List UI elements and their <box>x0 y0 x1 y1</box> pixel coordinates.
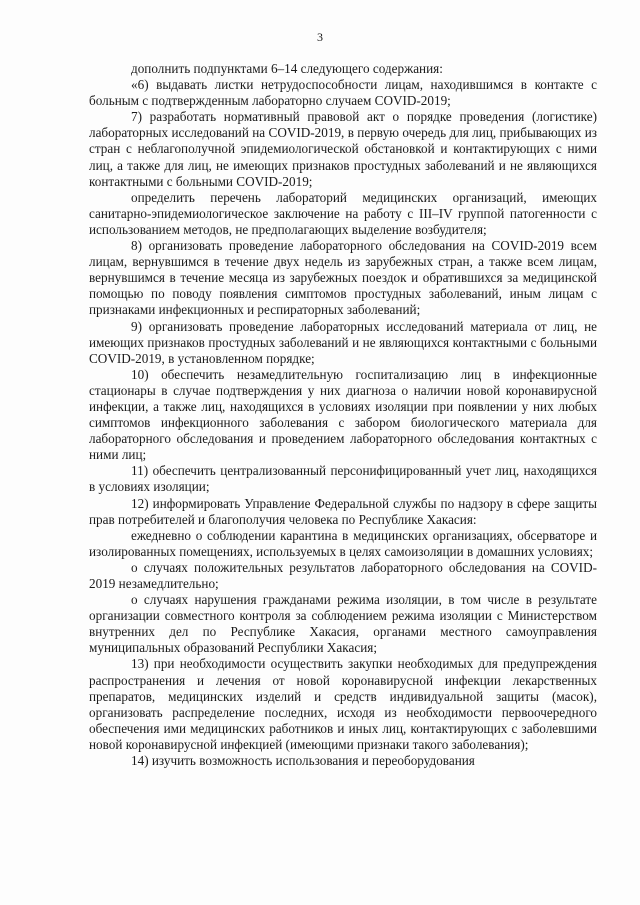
paragraph-item-9: 9) организовать проведение лабораторных исследований материала от лиц, не имеющих признаков простудных заболеваний и не являющихся контактными с больными COVID-2019, в установленном порядке; <box>89 318 597 366</box>
paragraph-item-12: 12) информировать Управление Федеральной службы по надзору в сфере защиты прав потребителей и благополучия человека по Республике Хакасия: <box>89 495 597 527</box>
page-number: 3 <box>317 30 323 44</box>
paragraph-item-11: 11) обеспечить централизованный персонифицированный учет лиц, находящихся в условиях изоляции; <box>89 463 597 495</box>
paragraph-item-8: 8) организовать проведение лабораторного обследования на COVID-2019 всем лицам, вернувшимся в течение двух недель из зарубежных стран, а также всем лицам, вернувшимся в течение месяца из зарубежных поездок и обратившихся за медицинской помощью по поводу появления симптомов простудных заболеваний, иным лицам с признаками инфекционных и респираторных заболеваний; <box>89 238 597 318</box>
document-body <box>89 61 597 769</box>
paragraph-item-6: «6) выдавать листки нетрудоспособности лицам, находившимся в контакте с больным с подтвержденным лабораторно случаем COVID-2019; <box>89 77 597 109</box>
paragraph-intro: дополнить подпунктами 6–14 следующего содержания: <box>131 61 443 76</box>
paragraph-item-7: 7) разработать нормативный правовой акт о порядке проведения (логистике) лабораторных исследований на COVID-2019, в первую очередь для лиц, прибывающих из стран с неблагополучной эпидемиологической обстановкой и контактирующих с ними лиц, а также для лиц, не имеющих признаков простудных заболеваний и не являющихся контактными с больными COVID-2019; <box>89 109 597 189</box>
paragraph-item-13: 13) при необходимости осуществить закупки необходимых для предупреждения распространения и лечения от новой коронавирусной инфекции лекарственных препаратов, медицинских изделий и средств индивидуальной защиты (масок), организовать распределение последних, исходя из необходимости первоочередного обеспечения ими медицинских работников и иных лиц, контактирующих с заболевшими новой коронавирусной инфекцией (имеющими признаки такого заболевания); <box>89 656 597 752</box>
paragraph-item-12-quarantine: ежедневно о соблюдении карантина в медицинских организациях, обсерваторе и изолированных помещениях, используемых в целях самоизоляции в домашних условиях; <box>89 527 597 559</box>
paragraph-item-7-laboratories: определить перечень лабораторий медицинских организаций, имеющих санитарно-эпидемиологическое заключение на работу с III–IV группой патогенности с использованием методов, не предполагающих выделение возбудителя; <box>89 189 597 237</box>
paragraph-item-12-positive-results: о случаях положительных результатов лабораторного обследования на COVID-2019 незамедлительно; <box>89 559 597 591</box>
paragraph-item-12-violations: о случаях нарушения гражданами режима изоляции, в том числе в результате организации совместного контроля за соблюдением режима изоляции с Министерством внутренних дел по Республике Хакасия, органами местного самоуправления муниципальных образований Республики Хакасия; <box>89 592 597 656</box>
paragraph-item-10: 10) обеспечить незамедлительную госпитализацию лиц в инфекционные стационары в случае подтверждения у них диагноза о наличии новой коронавирусной инфекции, а также лиц, находящихся в условиях изоляции при появлении у них любых симптомов инфекционного заболевания с забором биологического материала для лабораторного обследования и проведением лабораторного обследования контактных с ними лиц; <box>89 366 597 463</box>
paragraph-item-14: 14) изучить возможность использования и переоборудования <box>131 753 475 769</box>
